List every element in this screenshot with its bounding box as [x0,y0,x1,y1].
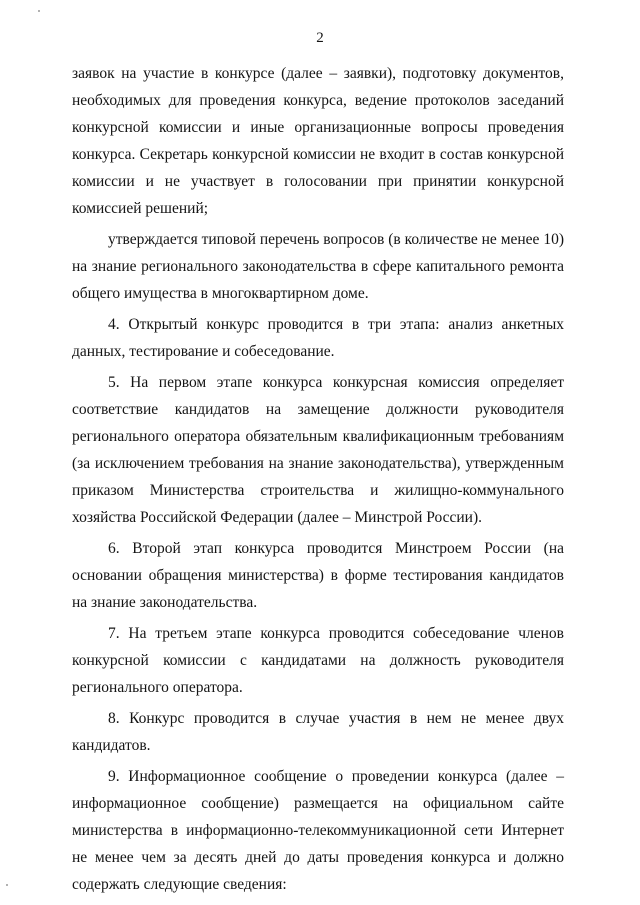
paragraph-item-6: 6. Второй этап конкурса проводится Минстроем России (на основании обращения министерства) в форме тестирования кандидатов на знание законодательства. [72,540,564,611]
scan-speck [6,884,8,886]
paragraph-item-5: 5. На первом этапе конкурса конкурсная комиссия определяет соответствие кандидатов на замещение должности руководителя регионального оператора обязательным квалификационным требованиям (за исключением требования на знание законодательства), утвержденным приказом Министерства строительства и жилищно-коммунального хозяйства Российской Федерации (далее – Минстрой России). [72,374,564,526]
paragraph-item-7: 7. На третьем этапе конкурса проводится собеседование членов конкурсной комиссии с кандидатами на должность руководителя регионального оператора. [72,625,564,696]
paragraph-question-list: утверждается типовой перечень вопросов (в количестве не менее 10) на знание регионального законодательства в сфере капитального ремонта общего имущества в многоквартирном доме. [72,231,564,302]
paragraph-continuation: заявок на участие в конкурсе (далее – заявки), подготовку документов, необходимых для проведения конкурса, ведение протоколов заседаний конкурсной комиссии и иные организационные вопросы проведения конкурса. Секретарь конкурсной комиссии не входит в состав конкурсной комиссии и не участвует в голосовании при принятии конкурсной комиссией решений; [72,65,564,217]
document-body [72,60,564,898]
paragraph-item-9: 9. Информационное сообщение о проведении конкурса (далее – информационное сообщение) размещается на официальном сайте министерства в информационно-телекоммуникационной сети Интернет не менее чем за десять дней до даты проведения конкурса и должно содержать следующие сведения: [72,768,564,893]
paragraph-item-4: 4. Открытый конкурс проводится в три этапа: анализ анкетных данных, тестирование и собеседование. [72,316,564,360]
page-number: 2 [316,30,324,46]
scan-speck [38,10,40,12]
paragraph-item-8: 8. Конкурс проводится в случае участия в нем не менее двух кандидатов. [72,710,564,754]
